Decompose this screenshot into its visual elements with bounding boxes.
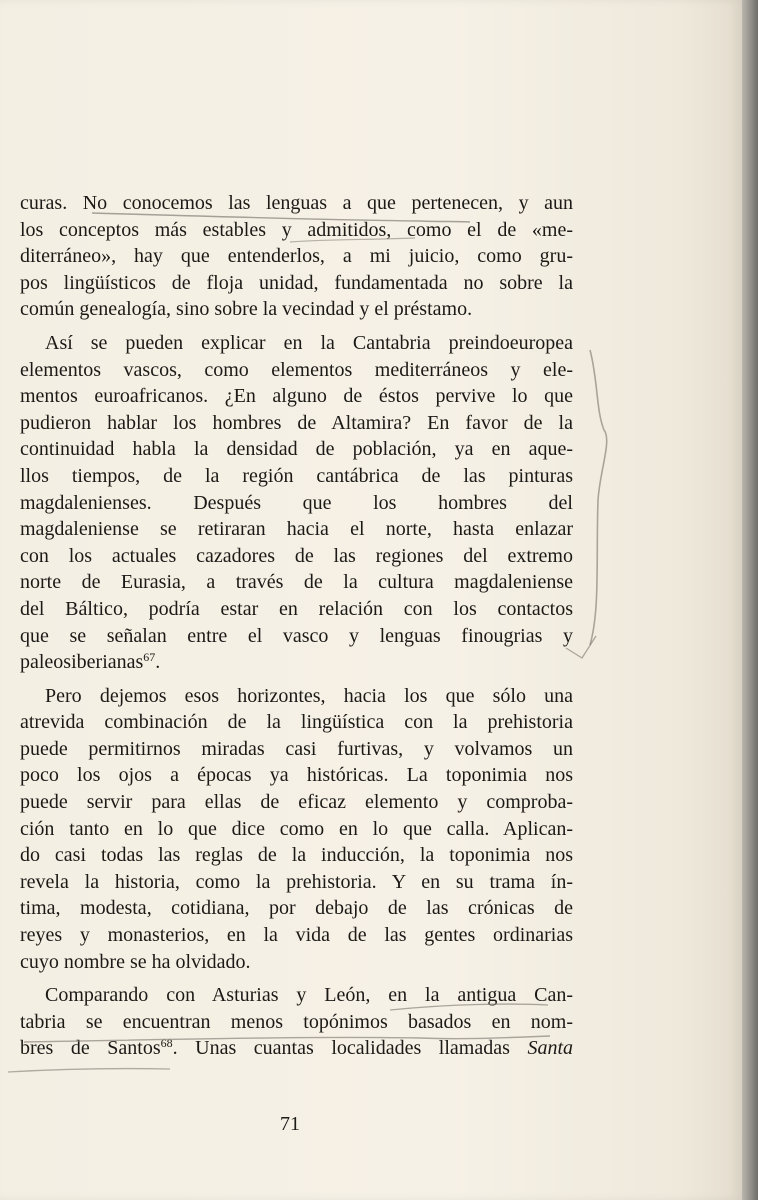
text-line: norte de Eurasia, a través de la cultura magdaleniense [20, 571, 573, 594]
page-edge [742, 0, 758, 1200]
text-line: magdalenienses. Después que los hombres del [20, 491, 573, 514]
text-line: Pero dejemos esos horizontes, hacia los que sólo una [45, 684, 573, 707]
text-line: que se señalan entre el vasco y lenguas finougrias y [20, 624, 573, 647]
paragraph-3 [20, 683, 573, 976]
text-fragment: paleosiberianas [20, 651, 144, 674]
text-line: poco los ojos a épocas ya históricas. La toponimia nos [20, 764, 573, 787]
text-line: magdaleniense se retiraran hacia el norte, hasta enlazar [20, 518, 573, 541]
paragraph-1 [20, 190, 573, 323]
text-line: Comparando con Asturias y León, en la antigua Can- [45, 984, 573, 1007]
text-line: del Báltico, podría estar en relación con los contactos [20, 597, 573, 620]
pencil-underline-5 [8, 1069, 170, 1072]
text-line [20, 1035, 573, 1062]
paragraph-2 [20, 330, 573, 676]
text-line: atrevida combinación de la lingüística con la prehistoria [20, 711, 573, 734]
paragraph-4 [20, 982, 573, 1062]
text-fragment: . Unas cuantas localidades llamadas [172, 1037, 528, 1060]
text-fragment: bres de Santos [20, 1037, 161, 1060]
body-text [20, 190, 573, 1062]
text-line: puede servir para ellas de eficaz elemento y comproba- [20, 791, 573, 814]
footnote-ref: 67 [143, 650, 156, 665]
text-line: Así se pueden explicar en la Cantabria preindoeuropea [45, 331, 573, 354]
footnote-ref: 68 [160, 1036, 173, 1051]
text-line: paleosiberianas$^{67}$. [20, 650, 161, 674]
page-number: 71 [280, 1113, 300, 1135]
text-line: llos tiempos, de la región cantábrica de las pinturas [20, 464, 573, 487]
italic-word: Santa [527, 1037, 573, 1060]
text-line: reyes y monasterios, en la vida de las gentes ordinarias [20, 924, 573, 947]
text-line: do casi todas las reglas de la inducción, la toponimia nos [20, 844, 573, 867]
text-line: tabria se encuentran menos topónimos basados en nom- [20, 1010, 573, 1033]
text-line: curas. No conocemos las lenguas a que pertenecen, y aun [20, 192, 573, 214]
text-line: diterráneo», hay que entenderlos, a mi juicio, como gru- [20, 245, 573, 268]
pencil-margin-line [590, 350, 607, 645]
text-line: mentos euroafricanos. ¿En alguno de éstos pervive lo que [20, 385, 573, 408]
text-line: revela la historia, como la prehistoria. Y en su trama ín- [20, 870, 573, 893]
text-line: los conceptos más estables y admitidos, como el de «me- [20, 218, 573, 241]
text-line: elementos vascos, como elementos mediterráneos y ele- [20, 358, 573, 381]
text-line: cuyo nombre se ha olvidado. [20, 950, 251, 973]
text-line: con los actuales cazadores de las regiones del extremo [20, 544, 573, 567]
text-line: puede permitirnos miradas casi furtivas, y volvamos un [20, 737, 573, 760]
text-line: común genealogía, sino sobre la vecindad y el préstamo. [20, 298, 473, 321]
text-line: ción tanto en lo que dice como en lo que calla. Aplican- [20, 817, 573, 840]
text-line: pudieron hablar los hombres de Altamira? En favor de la [20, 411, 573, 434]
text-line: pos lingüísticos de floja unidad, fundamentada no sobre la [20, 271, 573, 294]
text-line: continuidad habla la densidad de población, ya en aque- [20, 438, 573, 461]
text-line: tima, modesta, cotidiana, por debajo de las crónicas de [20, 897, 573, 920]
